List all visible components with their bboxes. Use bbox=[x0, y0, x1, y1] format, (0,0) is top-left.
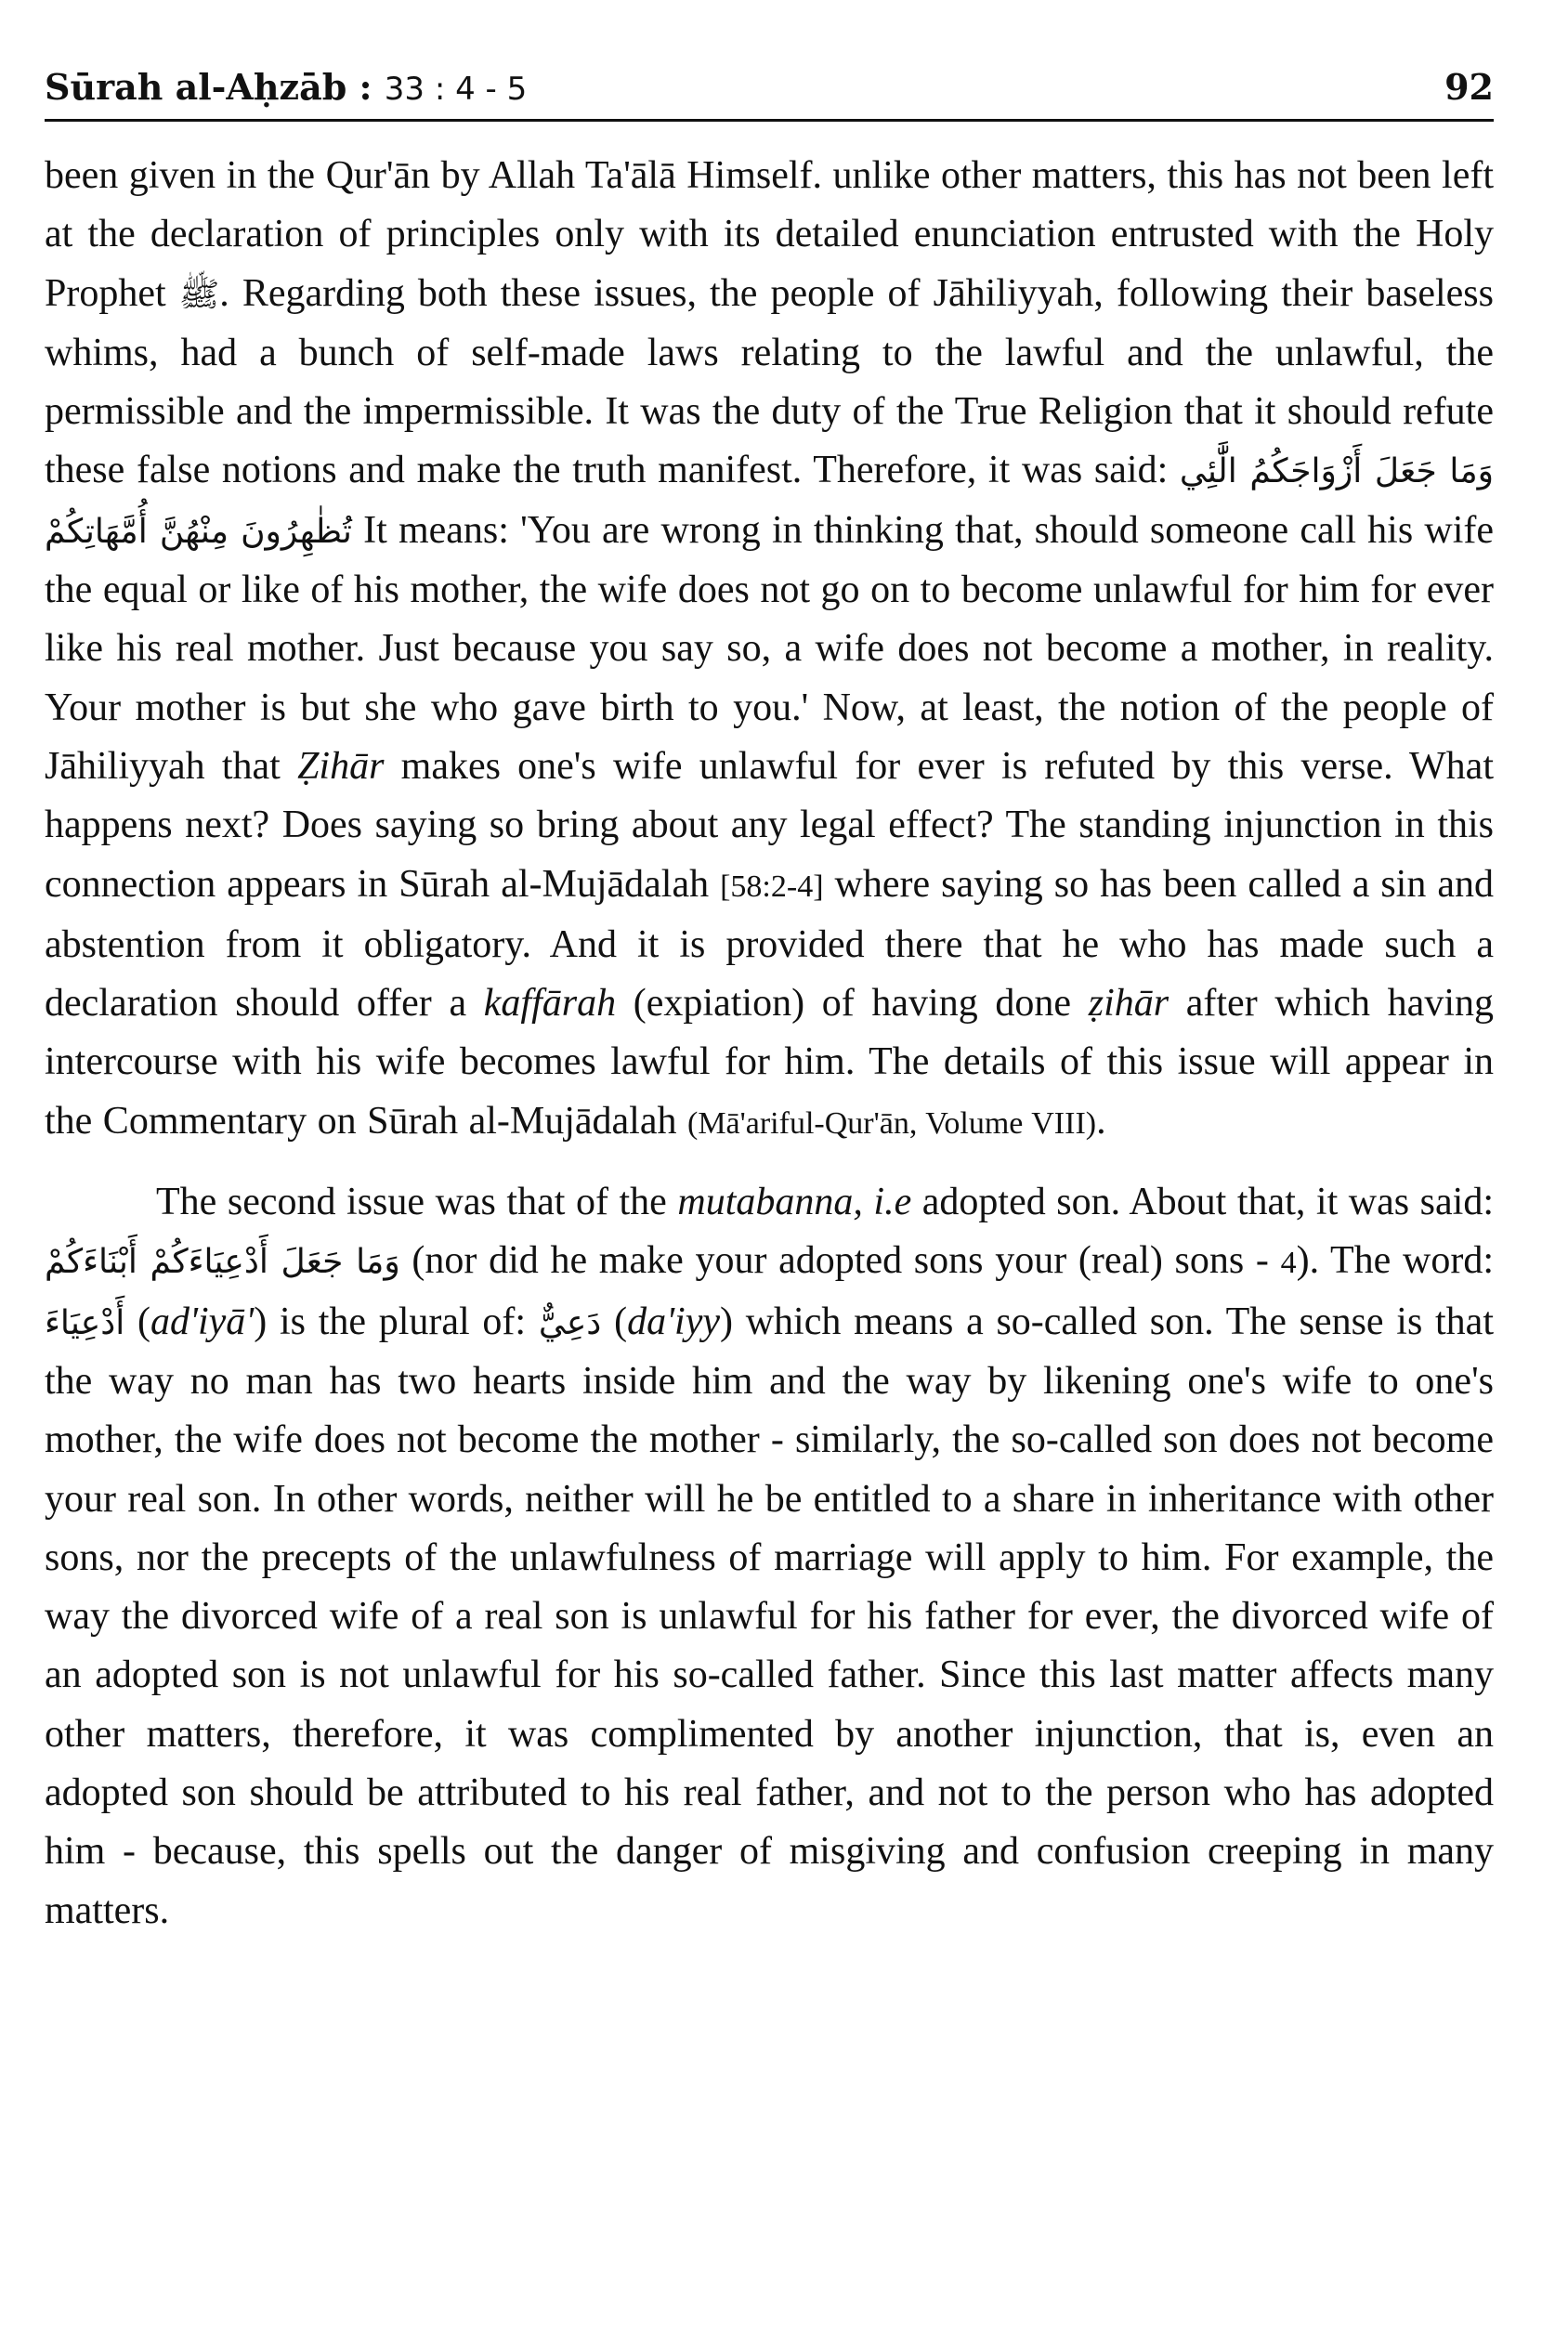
text-run: The second issue was that of the bbox=[156, 1181, 678, 1224]
text-run: ) is the plural of: bbox=[254, 1300, 539, 1343]
text-run: adopted son. About that, it was said: bbox=[911, 1181, 1494, 1224]
verse-range: 33 : 4 - 5 bbox=[384, 71, 528, 108]
page-header bbox=[45, 61, 1494, 113]
arabic-quote-adopted-sons: وَمَا جَعَلَ أَدْعِيَاءَكُمْ أَبْنَاءَكُمْ bbox=[45, 1243, 400, 1282]
term-daiyy: da'iyy bbox=[627, 1300, 720, 1343]
text-run: where saying so has been called a sin and abstention from it obligatory. And it is provided there that he who has made such a declaration should offer a bbox=[45, 862, 1495, 1026]
text-run: been given in the Qur'ān by Allah Ta'ālā Himself. unlike other matters, this has not been left at the declaration of principles only with its detailed enunciation entrusted with the Holy Prophet bbox=[45, 154, 1495, 315]
book-reference: (Mā'ariful-Qur'ān, Volume VIII) bbox=[687, 1105, 1097, 1141]
paragraph-1 bbox=[45, 147, 1494, 1153]
body-text bbox=[45, 147, 1494, 1941]
text-run: ) which means a so-called son. The sense is that the way no man has two hearts inside him and the way by likening one's wife to one's mother, the wife does not become the mother - similarly, the so-called son does not become your real son. In other words, neither will he be entitled to a share in inheritance with other sons, nor the precepts of the unlawfulness of marriage will apply to him. For example, the way the divorced wife of a real son is unlawful for his father for ever, the divorced wife of an adopted son is not unlawful for his so-called father. Since this last matter affects many other matters, therefore, it was complimented by another injunction, that is, even an adopted son should be attributed to his real father, and not to the person who has adopted him - because, this spells out the danger of misgiving and confusion creeping in many matters. bbox=[45, 1300, 1494, 1932]
text-run: makes one's wife unlawful for ever is refuted by this verse. What happens next? Does saying so bring about any legal effect? The standing injunction in this connection appears in Sūrah al-Mujādalah bbox=[45, 744, 1494, 906]
arabic-word-adiya: أَدْعِيَاءَ bbox=[45, 1303, 125, 1342]
text-run: ). The word: bbox=[1296, 1239, 1495, 1283]
term-adiya: ad'iyā' bbox=[150, 1300, 255, 1343]
term-mutabanna: mutabanna, i.e bbox=[677, 1181, 912, 1224]
salutation-glyph: ﷺ bbox=[178, 275, 220, 314]
text-run: . Regarding both these issues, the people of Jāhiliyyah, following their baseless whims, had a bunch of self-made laws relating to the lawful and the unlawful, the permissible and the impermissible. It was the duty of the True Religion that it should refute these false notions and make the truth manifest. Therefore, it was said: bbox=[45, 271, 1494, 492]
term-zihar: Ẓihār bbox=[297, 744, 385, 788]
arabic-quote-zihar: وَمَا جَعَلَ أَزْوَاجَكُمُ الَّٰئِي تُظٰهِرُونَ مِنْهُنَّ أُمَّهَاتِكُمْ bbox=[45, 452, 1494, 551]
header-rule bbox=[45, 119, 1494, 122]
verse-reference: [58:2-4] bbox=[720, 869, 824, 904]
running-head bbox=[45, 61, 527, 115]
text-run: after which having intercourse with his wife becomes lawful for him. The details of this issue will appear in the Commentary on Sūrah al-Mujādalah bbox=[45, 982, 1494, 1143]
text-run: (nor did he make your adopted sons your (real) sons - bbox=[399, 1239, 1281, 1283]
verse-reference: 4 bbox=[1280, 1246, 1297, 1281]
text-run: . bbox=[1096, 1099, 1106, 1143]
text-run: ( bbox=[124, 1300, 150, 1343]
term-kaffarah: kaffārah bbox=[483, 982, 617, 1026]
text-run: (expiation) of having done bbox=[616, 982, 1089, 1026]
term-zihar: ẓihār bbox=[1088, 982, 1169, 1026]
text-run: ( bbox=[601, 1300, 628, 1343]
text-run: It means: 'You are wrong in thinking that, should someone call his wife the equal or like of his mother, the wife does not go on to become unlawful for him for ever like his real mother. Just because you say so, a wife does not become a mother, in reality. Your mother is but she who gave birth to you.' Now, at least, the notion of the people of Jāhiliyyah that bbox=[45, 508, 1494, 788]
surah-title: Sūrah al-Aḥzāb : bbox=[45, 66, 385, 108]
page-number: 92 bbox=[1444, 66, 1494, 108]
paragraph-2 bbox=[45, 1173, 1494, 1941]
arabic-word-daiyy: دَعِيٌّ bbox=[538, 1303, 602, 1342]
